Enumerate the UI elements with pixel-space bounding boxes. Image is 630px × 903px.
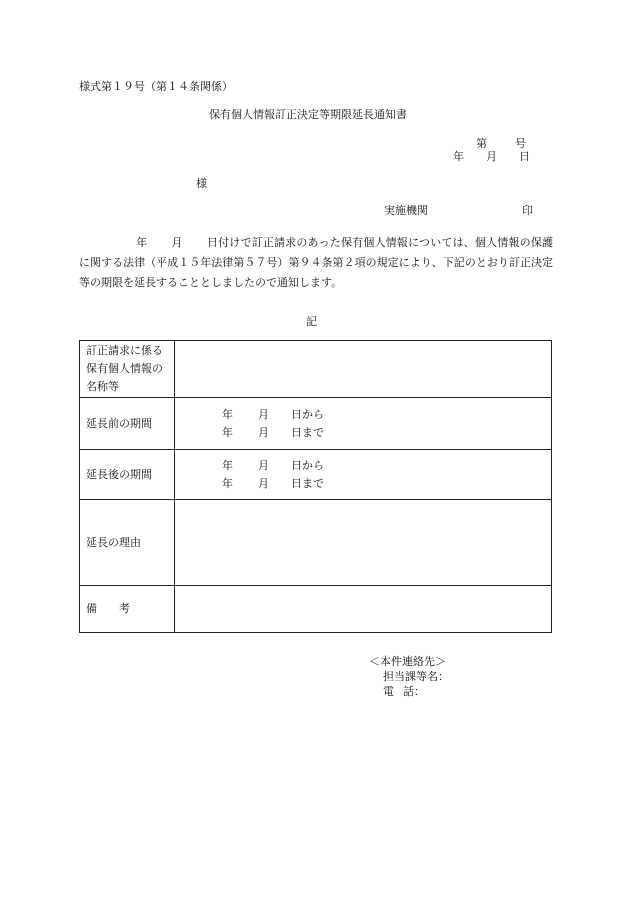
date-day: 日 xyxy=(519,150,530,163)
reason-label: 延長の理由 xyxy=(80,500,175,586)
contact-tel-label xyxy=(383,685,425,699)
seal-mark: 印 xyxy=(522,204,533,217)
period-year: 年 xyxy=(222,407,233,421)
tel-label-rest: 話： xyxy=(403,685,425,698)
record-name-label xyxy=(80,341,175,398)
period-after-value[interactable] xyxy=(175,450,552,500)
issue-date xyxy=(453,150,530,164)
date-year: 年 xyxy=(453,150,464,163)
period-before-label: 延長前の期間 xyxy=(80,398,175,450)
body-month: 月 xyxy=(171,236,183,249)
ki-heading: 記 xyxy=(306,315,317,328)
remarks-value[interactable] xyxy=(175,586,552,633)
table-row xyxy=(80,341,552,398)
page-title: 保有個人情報訂正決定等期限延長通知書 xyxy=(209,108,407,121)
doc-number-suffix: 号 xyxy=(515,137,526,150)
body-text: 日付けで訂正請求のあった保有個人情報については、個人情報の保護に関する法律（平成１５年法律第５７号）第９４条第２項の規定により、下記のとおり訂正決定等の期限を延長することとしましたので通知します。 xyxy=(79,236,554,289)
period-year: 年 xyxy=(222,476,233,490)
body-year: 年 xyxy=(136,236,148,249)
doc-number-prefix: 第 xyxy=(476,137,487,150)
period-from-line xyxy=(222,406,545,424)
label-line: 名称等 xyxy=(86,380,119,393)
period-until-line xyxy=(222,424,545,442)
notice-body xyxy=(79,233,553,293)
period-month: 月 xyxy=(258,425,269,439)
addressee-suffix: 様 xyxy=(196,177,207,190)
period-from: 日から xyxy=(291,407,324,421)
contact-header: ＜本件連絡先＞ xyxy=(369,655,446,668)
table-row xyxy=(80,586,552,633)
period-until-line xyxy=(222,475,545,493)
period-after-label: 延長後の期間 xyxy=(80,450,175,500)
form-number: 様式第１９号（第１４条関係） xyxy=(79,80,233,93)
period-month: 月 xyxy=(258,407,269,421)
period-year: 年 xyxy=(222,458,233,472)
record-name-value[interactable] xyxy=(175,341,552,398)
label-line: 保有個人情報の xyxy=(86,362,163,375)
document-number xyxy=(476,137,526,151)
period-before-value[interactable] xyxy=(175,398,552,450)
period-from-line xyxy=(222,457,545,475)
contact-dept-label: 担当課等名： xyxy=(383,670,449,683)
period-until: 日まで xyxy=(291,476,324,490)
period-from: 日から xyxy=(291,458,324,472)
extension-table xyxy=(79,340,552,633)
reason-value[interactable] xyxy=(175,500,552,586)
date-month: 月 xyxy=(486,150,497,163)
period-month: 月 xyxy=(258,458,269,472)
remarks-label: 備 考 xyxy=(80,586,175,633)
table-row xyxy=(80,450,552,500)
period-month: 月 xyxy=(258,476,269,490)
table-row xyxy=(80,500,552,586)
table-row xyxy=(80,398,552,450)
period-year: 年 xyxy=(222,425,233,439)
label-line: 訂正請求に係る xyxy=(86,344,163,357)
period-until: 日まで xyxy=(291,425,324,439)
tel-label-char: 電 xyxy=(383,685,394,698)
agency-label: 実施機関 xyxy=(384,204,428,217)
